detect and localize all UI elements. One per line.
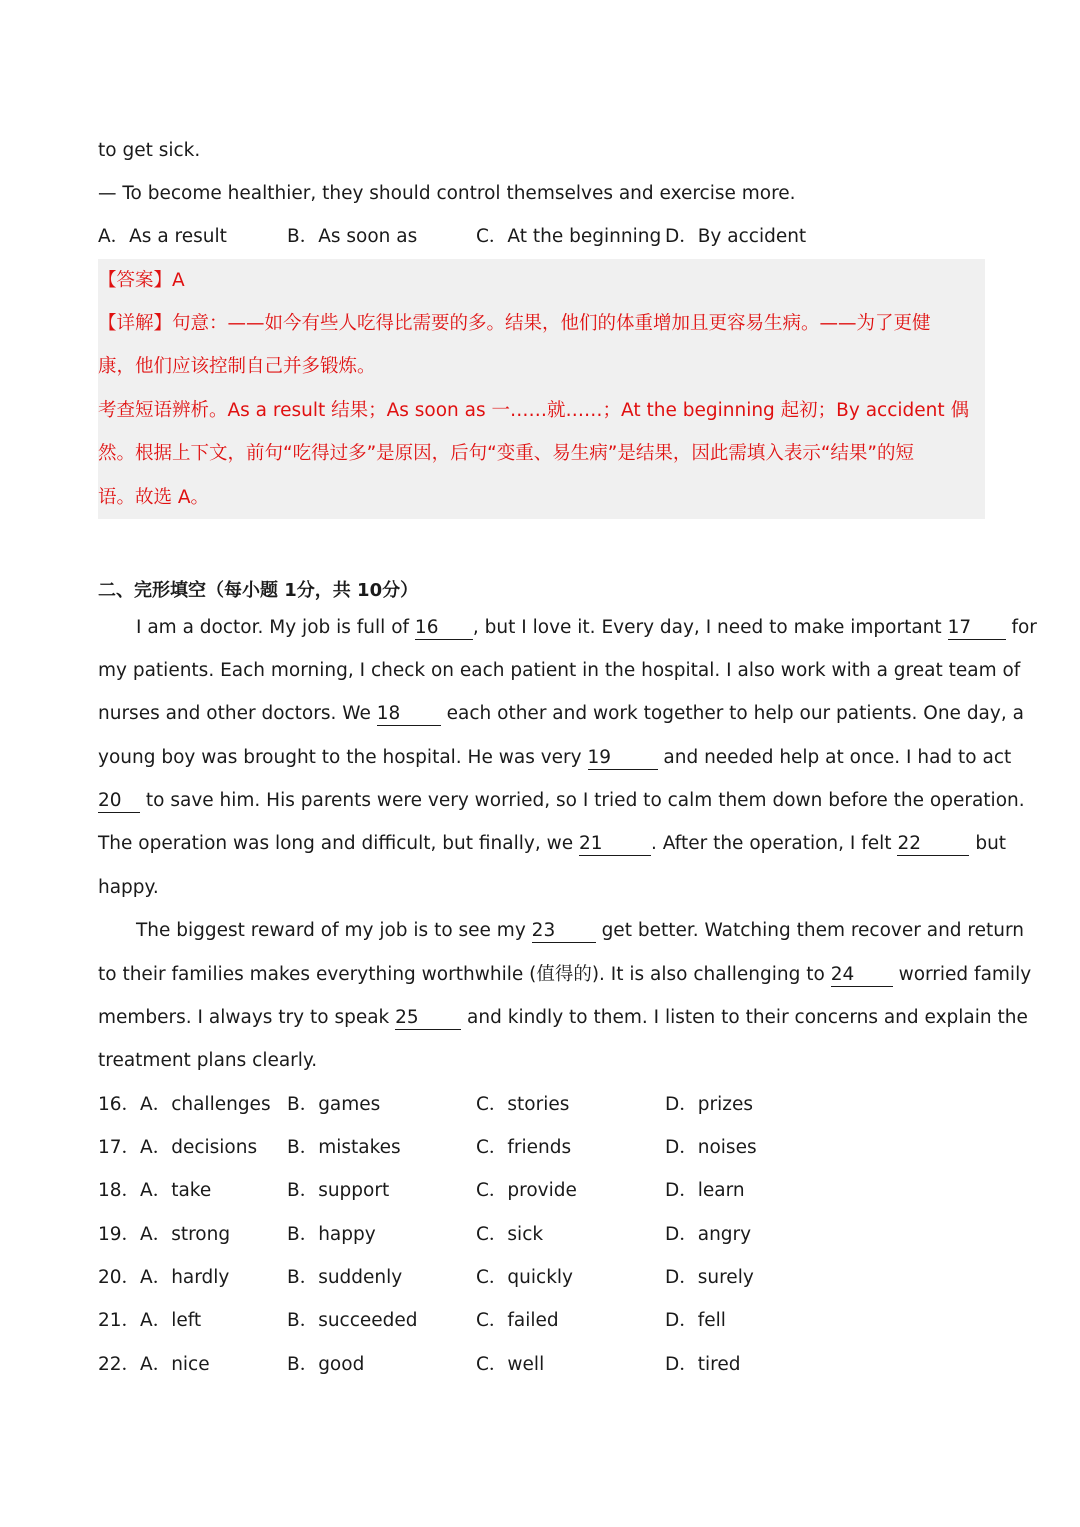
option-a: 18．A．take xyxy=(98,1180,212,1201)
blank-25: 25 xyxy=(395,1007,461,1030)
option-d: D．noises xyxy=(665,1137,757,1158)
prev-option-a: A．As a result xyxy=(98,226,227,247)
option-a: 20．A．hardly xyxy=(98,1267,230,1288)
blank-24: 24 xyxy=(831,964,893,987)
blank-21: 21 xyxy=(579,833,651,856)
option-b: B．games xyxy=(287,1094,381,1115)
passage-line: my patients. Each morning, I check on each patient in the hospital. I also work with a great team of xyxy=(98,660,1021,681)
answer-explanation-box xyxy=(98,259,985,519)
option-b: B．good xyxy=(287,1354,365,1375)
blank-18: 18 xyxy=(377,703,441,726)
option-c: C．quickly xyxy=(476,1267,573,1288)
option-b: B．succeeded xyxy=(287,1310,418,1331)
option-d: D．angry xyxy=(665,1224,752,1245)
option-b: B．mistakes xyxy=(287,1137,401,1158)
option-d: D．fell xyxy=(665,1310,726,1331)
option-a: 16．A．challenges xyxy=(98,1094,271,1115)
prev-option-c: C．At the beginning xyxy=(476,226,662,247)
option-d: D．prizes xyxy=(665,1094,753,1115)
option-d: D．tired xyxy=(665,1354,741,1375)
option-c: C．friends xyxy=(476,1137,572,1158)
option-b: B．suddenly xyxy=(287,1267,403,1288)
blank-23: 23 xyxy=(532,920,596,943)
option-b: B．happy xyxy=(287,1224,376,1245)
passage-line: happy. xyxy=(98,877,159,898)
prev-question-line-1: to get sick. xyxy=(98,140,201,161)
option-c: C．sick xyxy=(476,1224,544,1245)
analysis-line-1: 考查短语辨析。As a result 结果；As soon as 一……就……；At the beginning 起初；By accident 偶 xyxy=(98,400,970,421)
blank-22: 22 xyxy=(897,833,969,856)
option-d: D．surely xyxy=(665,1267,754,1288)
analysis-line-2: 然。根据上下文，前句“吃得过多”是原因，后句“变重、易生病”是结果，因此需填入表示“结果”的短 xyxy=(98,443,915,464)
option-c: C．provide xyxy=(476,1180,577,1201)
blank-16: 16 xyxy=(415,617,473,640)
option-c: C．well xyxy=(476,1354,545,1375)
passage-line: nurses and other doctors. We 18 each other and work together to help our patients. One day, a xyxy=(98,703,1024,724)
passage-line: members. I always try to speak 25 and kindly to them. I listen to their concerns and explain the xyxy=(98,1007,1028,1028)
option-a: 17．A．decisions xyxy=(98,1137,258,1158)
option-a: 19．A．strong xyxy=(98,1224,231,1245)
analysis-line-3: 语。故选 A。 xyxy=(98,487,210,508)
passage-line: 20 to save him. His parents were very worried, so I tried to calm them down before the operation. xyxy=(98,790,1025,811)
answer-line: 【答案】A xyxy=(98,270,185,291)
option-c: C．failed xyxy=(476,1310,559,1331)
option-b: B．support xyxy=(287,1180,390,1201)
prev-question-line-2: — To become healthier, they should control themselves and exercise more. xyxy=(98,183,796,204)
prev-option-d: D．By accident xyxy=(665,226,807,247)
passage-line: I am a doctor. My job is full of 16 , but I love it. Every day, I need to make important 17 for xyxy=(136,617,1037,638)
prev-option-b: B．As soon as xyxy=(287,226,418,247)
option-c: C．stories xyxy=(476,1094,570,1115)
option-a: 22．A．nice xyxy=(98,1354,210,1375)
section-title: 二、完形填空（每小题 1分，共 10分） xyxy=(98,580,419,601)
passage-line: The biggest reward of my job is to see my 23 get better. Watching them recover and return xyxy=(136,920,1024,941)
detail-line-2: 康，他们应该控制自己并多锻炼。 xyxy=(98,356,376,377)
passage-line: treatment plans clearly. xyxy=(98,1050,318,1071)
blank-19: 19 xyxy=(588,747,658,770)
detail-line-1: 【详解】句意：——如今有些人吃得比需要的多。结果，他们的体重增加且更容易生病。——为了更健 xyxy=(98,313,931,334)
blank-20: 20 xyxy=(98,790,140,813)
option-d: D．learn xyxy=(665,1180,745,1201)
option-a: 21．A．left xyxy=(98,1310,202,1331)
passage-line: to their families makes everything worthwhile (值得的). It is also challenging to 24 worried family xyxy=(98,964,1032,985)
passage-line: The operation was long and difficult, but finally, we 21 . After the operation, I felt 22 but xyxy=(98,833,1007,854)
blank-17: 17 xyxy=(948,617,1006,640)
passage-line: young boy was brought to the hospital. He was very 19 and needed help at once. I had to act xyxy=(98,747,1012,768)
